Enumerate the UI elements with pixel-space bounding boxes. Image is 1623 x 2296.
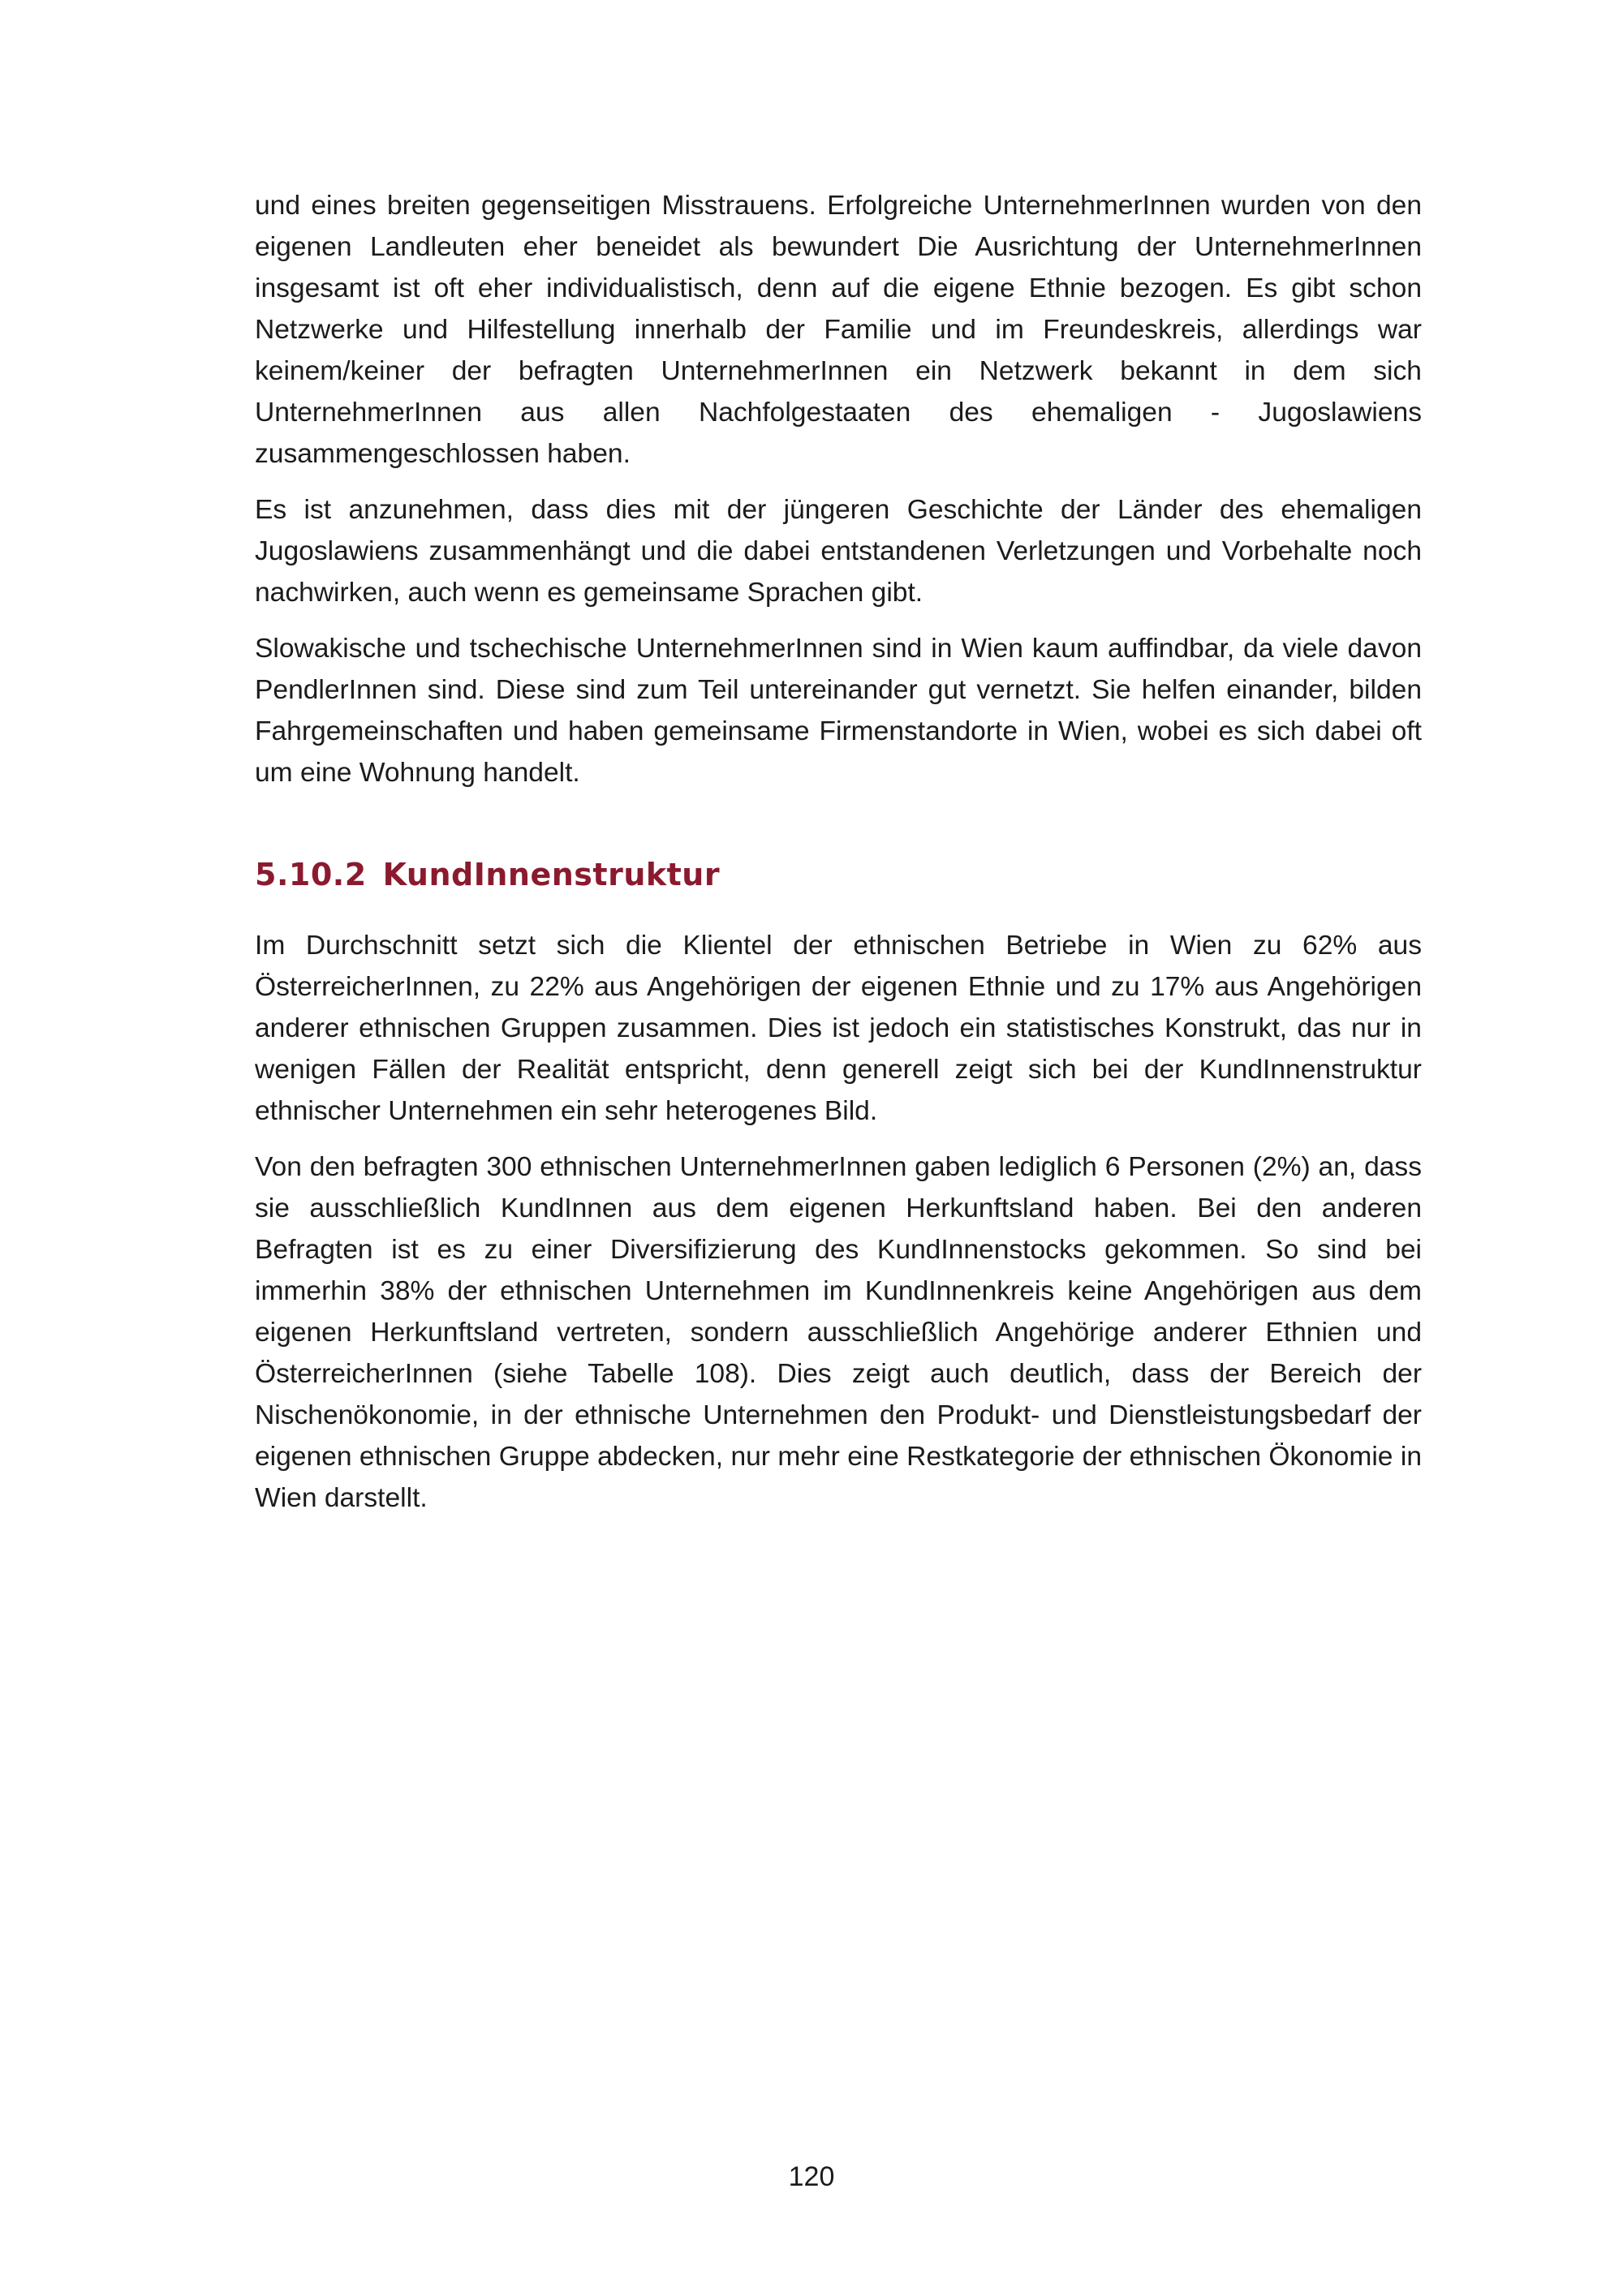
section-heading: [255, 855, 1422, 894]
paragraph-jugoslawien: Es ist anzunehmen, dass dies mit der jüngeren Geschichte der Länder des ehemaligen Jugoslawiens zusammenhängt und die dabei entstandenen Verletzungen und Vorbehalte noch nachwirken, auch wenn es gemeinsame Sprachen gibt.: [255, 495, 1422, 608]
paragraph-diversifizierung: Von den befragten 300 ethnischen UnternehmerInnen gaben lediglich 6 Personen (2%) an, dass sie ausschließlich KundInnen aus dem eigenen Herkunftsland haben. Bei den anderen Befragten ist es zu einer Diversifizierung des KundInnenstocks gekommen. So sind bei immerhin 38% der ethnischen Unternehmen im KundInnenkreis keine Angehörigen aus dem eigenen Herkunftsland vertreten, sondern ausschließlich Angehörige anderer Ethnien und ÖsterreicherInnen (siehe Tabelle 108). Dies zeigt auch deutlich, dass der Bereich der Nischenökonomie, in der ethnische Unternehmen den Produkt- und Dienstleistungsbedarf der eigenen ethnischen Gruppe abdecken, nur mehr eine Restkategorie der ethnischen Ökonomie in Wien darstellt.: [255, 1152, 1422, 1513]
section-title: KundInnenstruktur: [382, 857, 721, 892]
page-number: 120: [788, 2161, 835, 2192]
section-number: 5.10.2: [255, 857, 367, 892]
paragraph-klientel-durchschnitt: Im Durchschnitt setzt sich die Klientel der ethnischen Betriebe in Wien zu 62% aus ÖsterreicherInnen, zu 22% aus Angehörigen der eigenen Ethnie und zu 17% aus Angehörigen anderer ethnischen Gruppen zusammen. Dies ist jedoch ein statistisches Konstrukt, das nur in wenigen Fällen der Realität entspricht, denn generell zeigt sich bei der KundInnenstruktur ethnischer Unternehmen ein sehr heterogenes Bild.: [255, 931, 1422, 1126]
page-body: [255, 185, 1422, 1533]
paragraph-misstrauen: und eines breiten gegenseitigen Misstrauens. Erfolgreiche UnternehmerInnen wurden von den eigenen Landleuten eher beneidet als bewundert Die Ausrichtung der UnternehmerInnen insgesamt ist oft eher individualistisch, denn auf die eigene Ethnie bezogen. Es gibt schon Netzwerke und Hilfestellung innerhalb der Familie und im Freundeskreis, allerdings war keinem/keiner der befragten UnternehmerInnen ein Netzwerk bekannt in dem sich UnternehmerInnen aus allen Nachfolgestaaten des ehemaligen - Jugoslawiens zusammengeschlossen haben.: [255, 191, 1422, 469]
paragraph-slowakisch-tschechisch: Slowakische und tschechische UnternehmerInnen sind in Wien kaum auffindbar, da viele davon PendlerInnen sind. Diese sind zum Teil untereinander gut vernetzt. Sie helfen einander, bilden Fahrgemeinschaften und haben gemeinsame Firmenstandorte in Wien, wobei es sich dabei oft um eine Wohnung handelt.: [255, 634, 1422, 788]
